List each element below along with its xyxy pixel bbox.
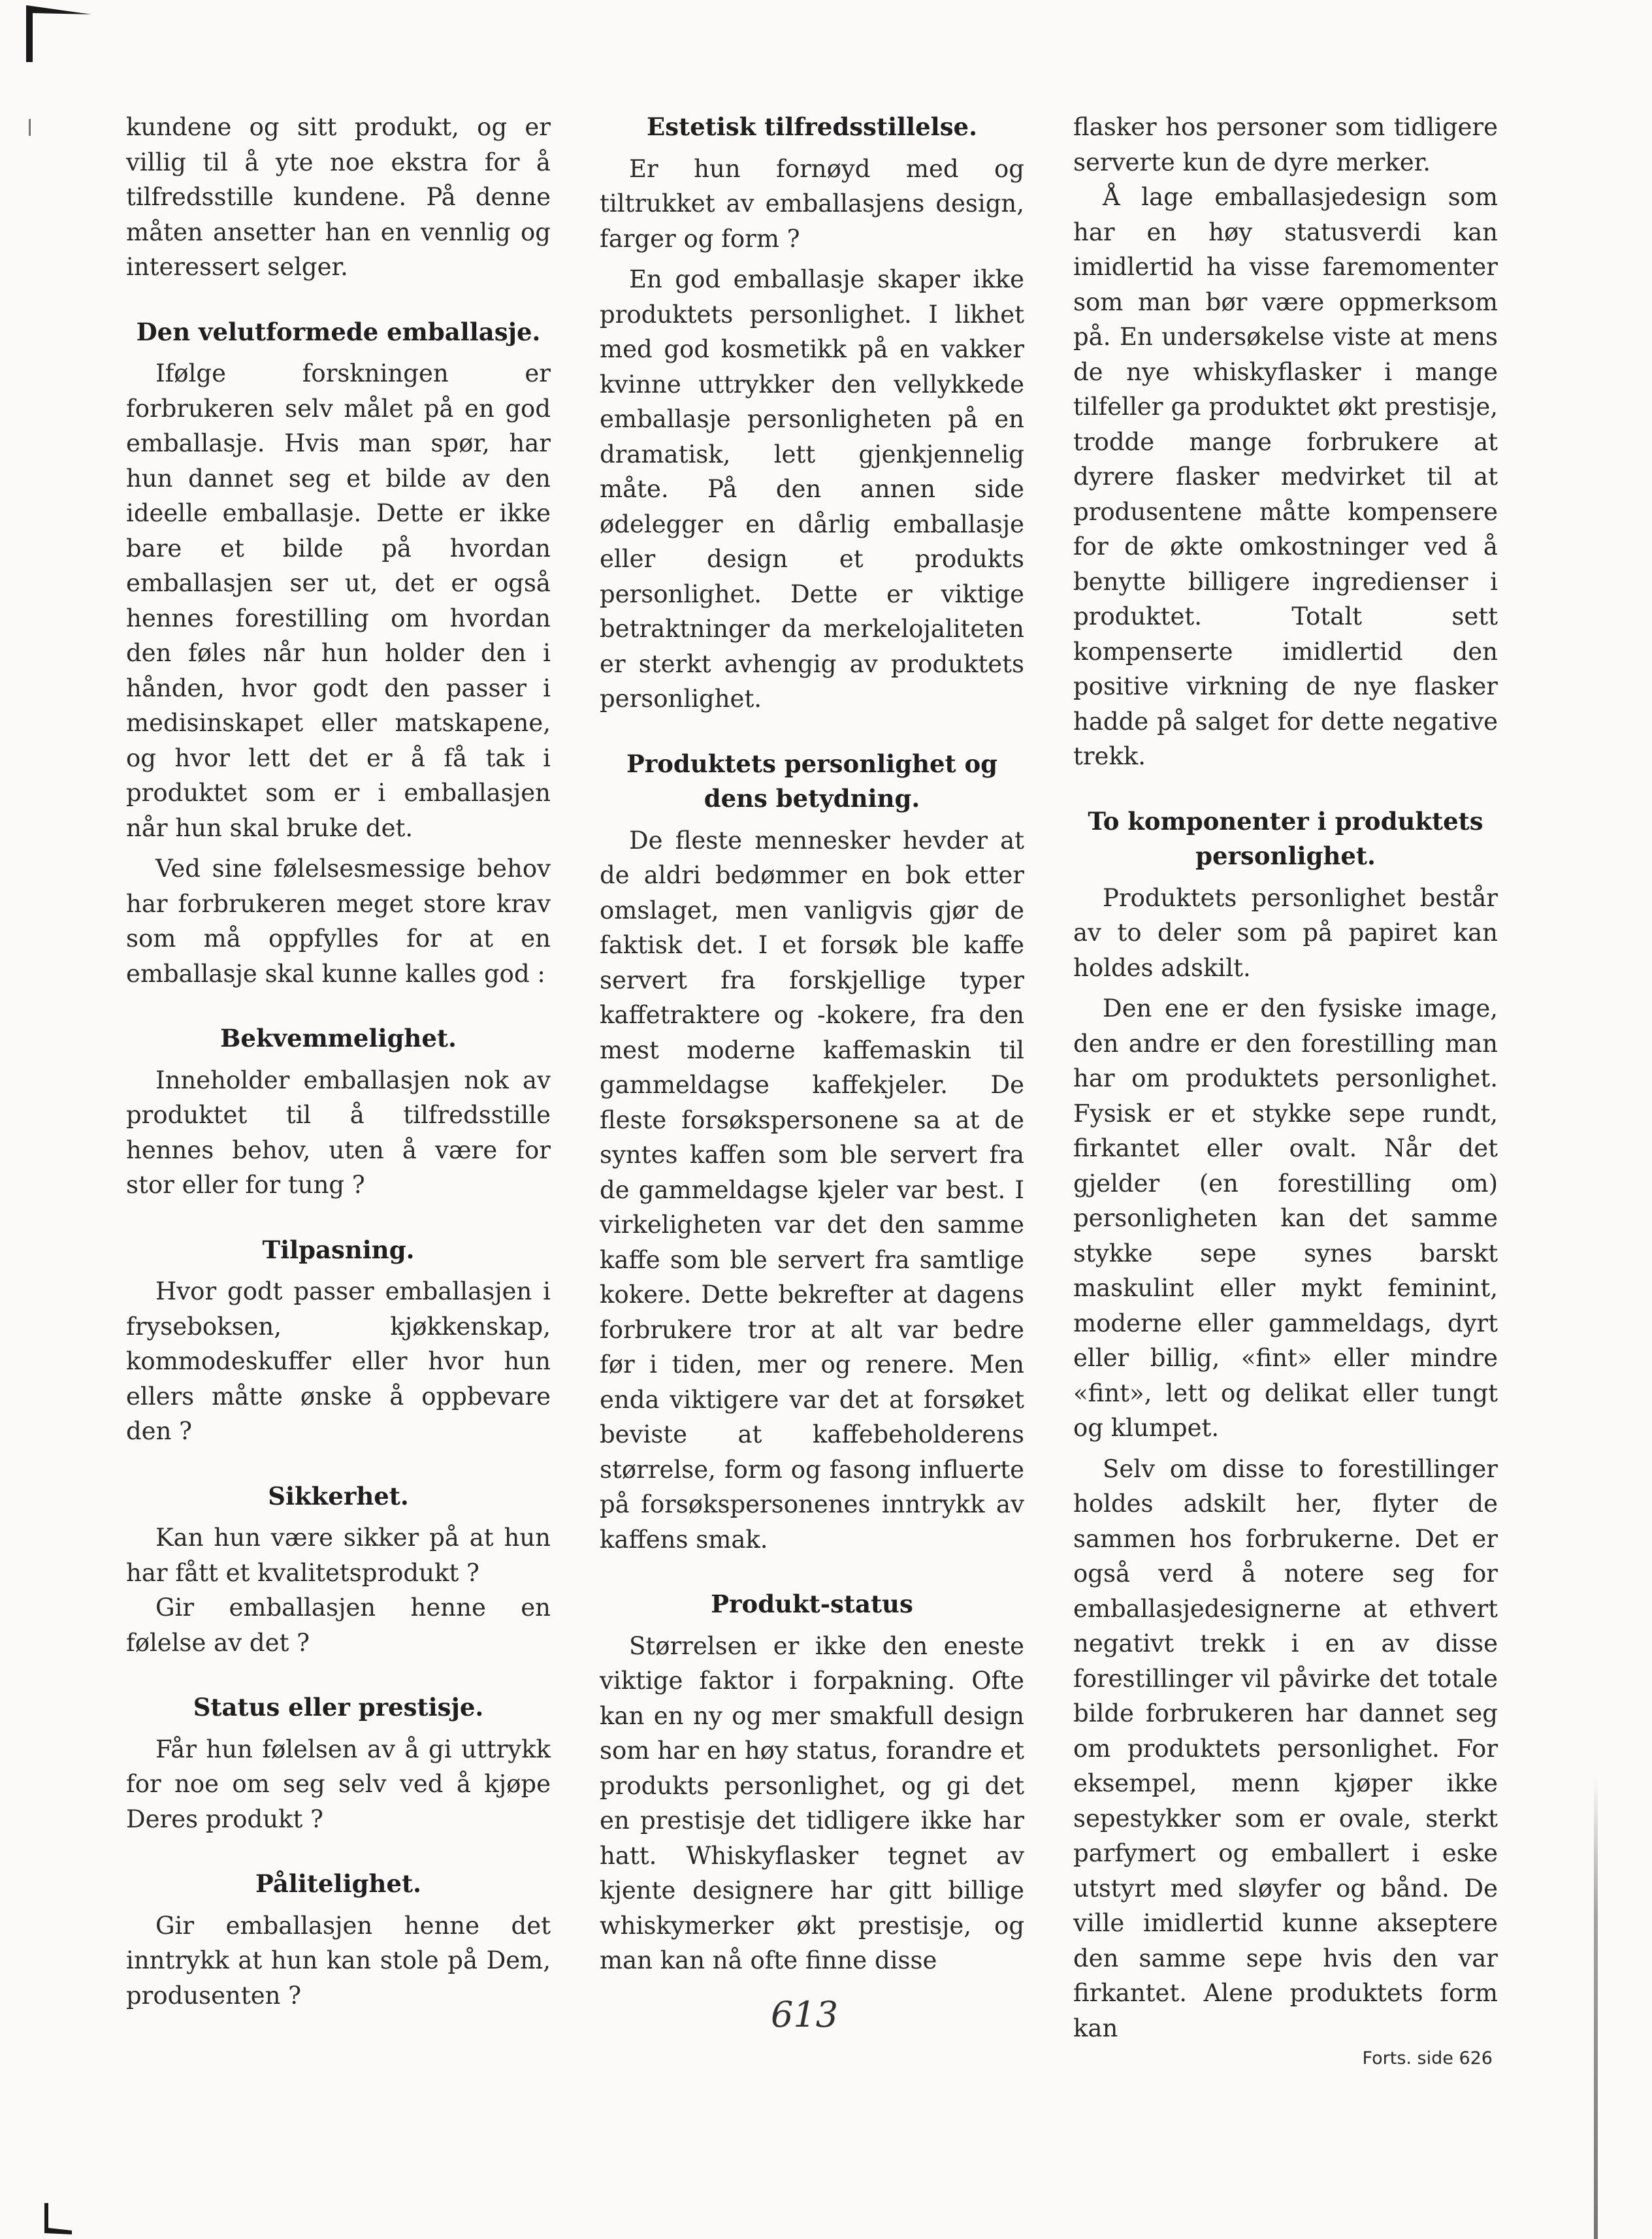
scan-right-edge	[1594, 1777, 1598, 2239]
paragraph: Størrelsen er ikke den eneste viktige faktor i forpakning. Ofte kan en ny og mer smakfull design som har en høy status, forandre et produkts personlighet, og gi det en prestisje det tidligere ikke har hatt. Whiskyflasker tegnet av kjente designere har gitt billige whiskymerker økt prestisje, og man kan nå ofte finne disse	[600, 1631, 1024, 1974]
paragraph: kundene og sitt produkt, og er villig til å yte noe ekstra for å tilfredsstille kundene. På denne måten ansetter han en vennlig og interessert selger.	[126, 113, 551, 281]
paragraph: flasker hos personer som tidligere serverte kun de dyre merker.	[1073, 113, 1498, 176]
column-2	[600, 110, 1024, 1978]
paragraph: Gir emballasjen henne det inntrykk at hun kan stole på Dem, produsenten ?	[126, 1911, 551, 2010]
scan-left-tick	[29, 119, 31, 136]
paragraph: Selv om disse to forestillinger holdes adskilt her, flyter de sammen hos forbrukerne. Det er også verd å notere seg for emballasjedesignerne at ethvert negativt trekk i en av disse forestillinger vil påvirke det totale bilde forbrukeren har dannet seg om produktets personlighet. For eksempel, menn kjøper ikke sepestykker som er ovale, sterkt parfymert og emballert i eske utstyrt med sløyfer og bånd. De ville imidlertid kunne akseptere den samme sepe hvis den var firkantet. Alene produktets form kan	[1073, 1454, 1498, 2042]
paragraph: Hvor godt passer emballasjen i fryseboksen, kjøkkenskap, kommodeskuffer eller hvor hun ellers måtte ønske å oppbevare den ?	[126, 1277, 551, 1445]
section-heading-produkt-status: Produkt-status	[711, 1590, 913, 1618]
section-heading-status: Status eller prestisje.	[193, 1693, 484, 1722]
section-heading-to-komponenter: To komponenter i produktets personlighet.	[1088, 806, 1483, 870]
continuation-note: Forts. side 626	[1362, 2048, 1493, 2068]
paragraph: Inneholder emballasjen nok av produktet til å tilfredsstille hennes behov, uten å være for stor eller for tung ?	[126, 1066, 551, 1199]
paragraph: De fleste mennesker hevder at de aldri bedømmer en bok etter omslaget, men vanligvis gjør de faktisk det. I et forsøk ble kaffe servert fra forskjellige typer kaffetraktere og -kokere, fra den mest moderne kaffemaskin til gammeldagse kaffekjeler. De fleste forsøkspersonene sa at de syntes kaffen som ble servert fra de gammeldagse kjeler var best. I virkeligheten var det den samme kaffe som ble servert fra samtlige kokere. Dette bekrefter at dagens forbrukere tror at alt var bedre før i tiden, mer og renere. Men enda viktigere var det at forsøket beviste at kaffebeholderens størrelse, form og fasong influerte på forsøkspersonenes inntrykk av kaffens smak.	[600, 826, 1024, 1554]
section-heading-sikkerhet: Sikkerhet.	[268, 1481, 409, 1511]
section-heading-bekvemmelighet: Bekvemmelighet.	[220, 1024, 457, 1053]
paragraph: Gir emballasjen henne en følelse av det ?	[126, 1593, 551, 1657]
paragraph: Produktets personlighet består av to deler som på papiret kan holdes adskilt.	[1073, 883, 1498, 982]
section-heading-tilpasning: Tilpasning.	[262, 1235, 415, 1264]
paragraph: Ifølge forskningen er forbrukeren selv målet på en god emballasje. Hvis man spør, har hun dannet seg et bilde av den ideelle emballasje. Dette er ikke bare et bilde på hvordan emballasjen ser ut, det er også hennes forestilling om hvordan den føles når hun holder den i hånden, hvor godt den passer i medisinskapet eller matskapene, og hvor lett det er å få tak i produktet som er i emballasjen når hun skal bruke det.	[126, 359, 551, 842]
paragraph: Den ene er den fysiske image, den andre er den forestilling man har om produktets personlighet. Fysisk er et stykke sepe rundt, firkantet eller ovalt. Når det gjelder (en forestilling om) personligheten kan det samme stykke sepe synes barskt maskulint eller mykt feminint, moderne eller gammeldags, dyrt eller billig, «fint» eller mindre «fint», lett og delikat eller tungt og klumpet.	[1073, 994, 1498, 1442]
scan-bottom-mark	[0, 2203, 72, 2239]
page-number: 613	[771, 1994, 839, 2035]
paragraph: Ved sine følelsesmessige behov har forbrukeren meget store krav som må oppfylles for at en emballasje skal kunne kalles god :	[126, 855, 551, 988]
paragraph: En god emballasje skaper ikke produktets personlighet. I likhet med god kosmetikk på en vakker kvinne uttrykker den vellykkede emballasje personligheten på en dramatisk, lett gjenkjennelig måte. På den annen side ødelegger en dårlig emballasje eller design et produkts personlighet. Dette er viktige betraktninger da merkelojaliteten er sterkt avhengig av produktets personlighet.	[600, 265, 1024, 713]
paragraph: Er hun fornøyd med og tiltrukket av emballasjens design, farger og form ?	[600, 154, 1024, 253]
column-3	[1073, 110, 1498, 2072]
scan-corner-mark	[0, 0, 91, 62]
column-1	[126, 110, 551, 2013]
section-heading-estetisk: Estetisk tilfredsstillelse.	[647, 112, 977, 141]
paragraph: Kan hun være sikker på at hun har fått et kvalitetsprodukt ?	[126, 1524, 551, 1587]
paragraph: Å lage emballasjedesign som har en høy statusverdi kan imidlertid ha visse faremomenter som man bør være oppmerksom på. En undersøkelse viste at mens de nye whiskyflasker i mange tilfeller ga produktet økt prestisje, trodde mange forbrukere at dyrere flasker medvirket til at produsentene måtte kompensere for de økte omkostninger ved å benytte billigere ingredienser i produktet. Totalt sett kompenserte imidlertid den positive virkning de nye flasker hadde på salget for dette negative trekk.	[1073, 183, 1498, 770]
section-heading-palitelighet: Pålitelighet.	[255, 1869, 421, 1898]
section-heading-velutformede: Den velutformede emballasje.	[136, 317, 541, 346]
paragraph: Får hun følelsen av å gi uttrykk for noe om seg selv ved å kjøpe Deres produkt ?	[126, 1735, 551, 1833]
section-heading-produktets-personlighet: Produktets personlighet og dens betydning.	[626, 749, 998, 813]
